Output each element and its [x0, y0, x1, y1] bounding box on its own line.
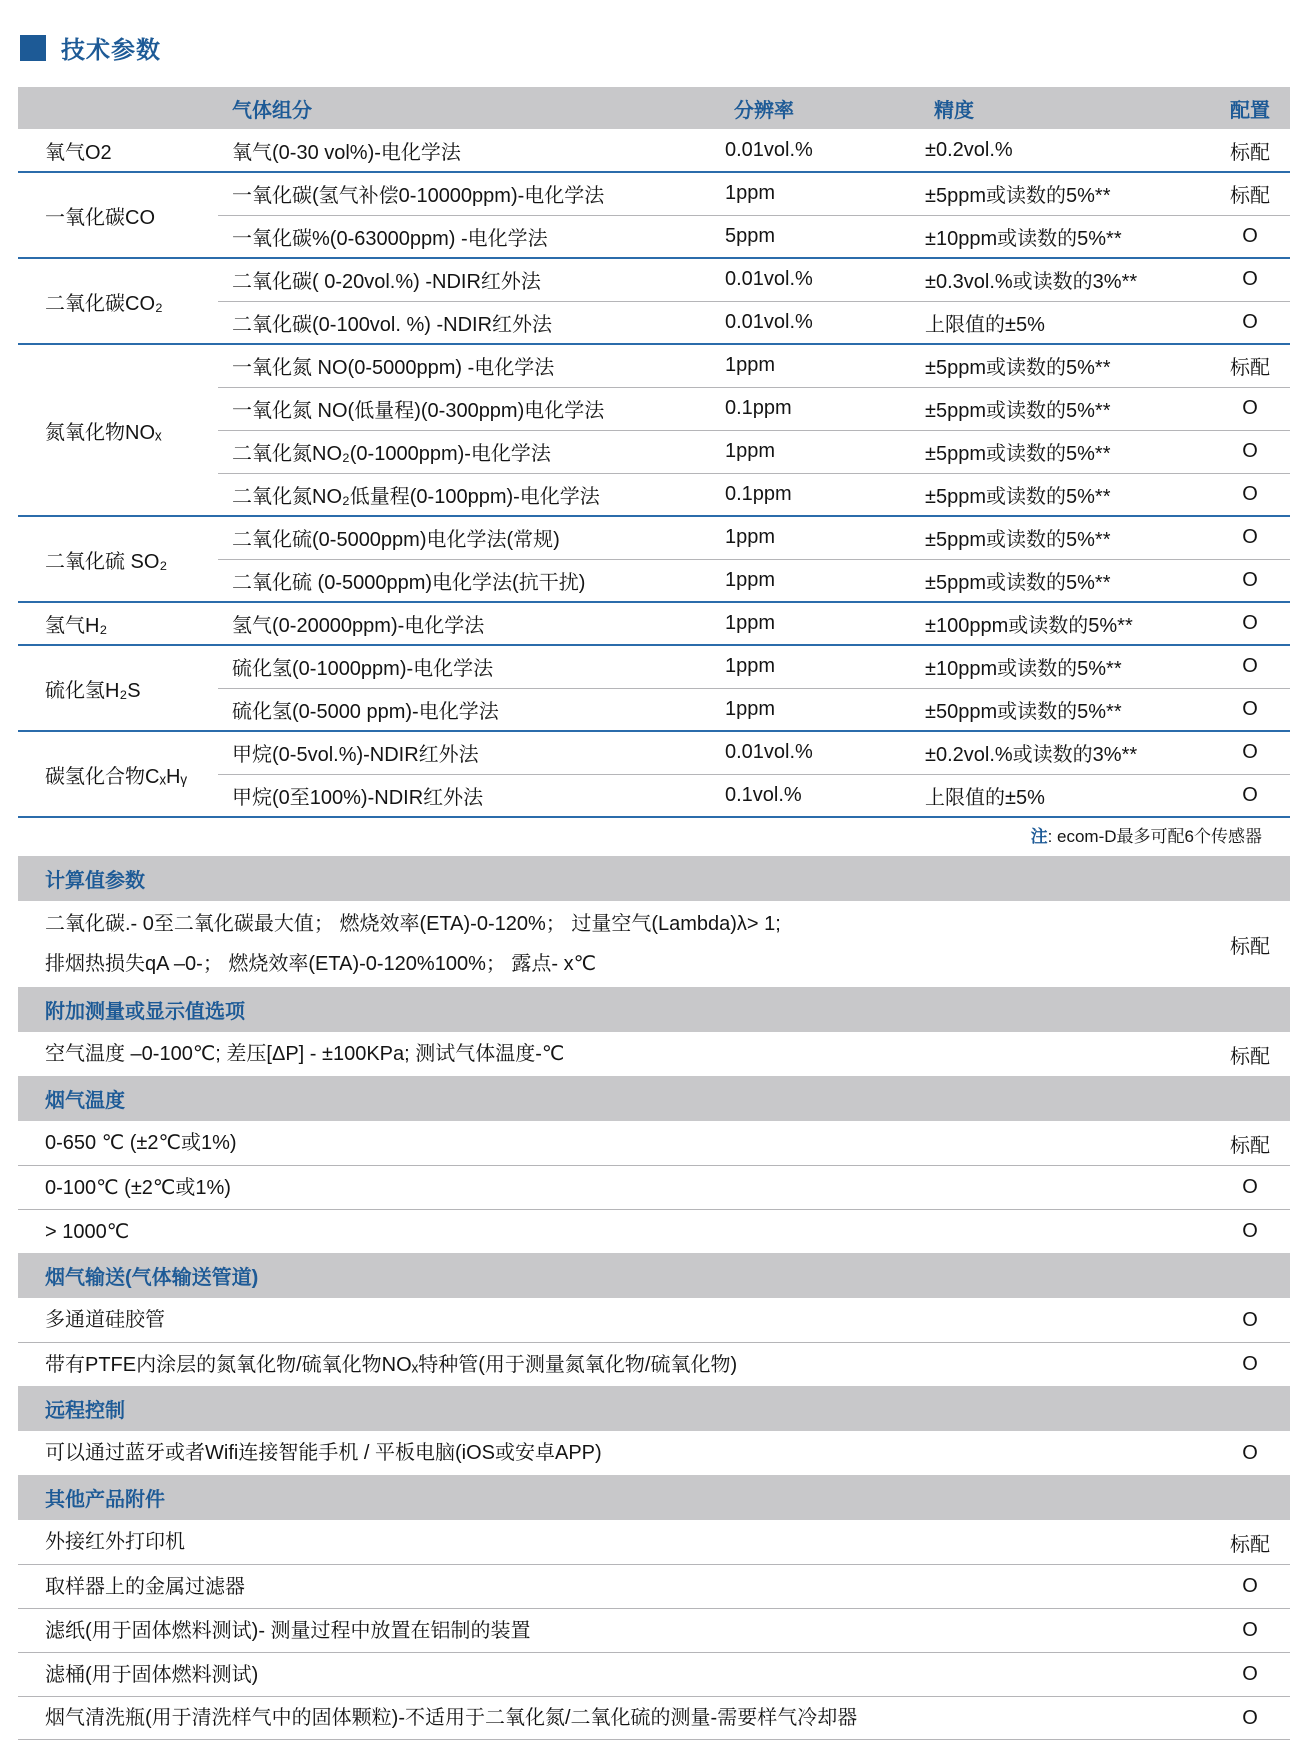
- config-cell: O: [1210, 215, 1290, 258]
- config-cell: O: [1210, 430, 1290, 473]
- config-cell: O: [1210, 301, 1290, 344]
- accuracy-cell: ±10ppm或读数的5%**: [920, 215, 1210, 258]
- gas-component-cell: 二氧化硫(0-5000ppm)电化学法(常规): [232, 529, 560, 552]
- accuracy-cell: 上限值的±5%: [920, 774, 1210, 817]
- section-title: 其他产品附件: [45, 1489, 165, 1511]
- resolution-cell: 0.01vol.%: [725, 138, 813, 161]
- spec-text: 滤桶(用于固体燃料测试): [45, 1663, 259, 1686]
- section-header-bar: [18, 1253, 1290, 1298]
- accuracy-cell: ±100ppm或读数的5%**: [925, 615, 1133, 637]
- accuracy-cell: ±5ppm或读数的5%**: [925, 185, 1111, 208]
- gas-category: 二氧化碳CO₂: [45, 292, 163, 315]
- gas-category: 氧气O2: [45, 141, 112, 164]
- header-category-empty: [18, 87, 218, 129]
- section-title: 烟气输送(气体输送管道): [45, 1267, 259, 1289]
- config-cell: O: [1242, 268, 1258, 291]
- resolution-cell: 1ppm: [720, 430, 920, 473]
- resolution-cell: 0.01vol.%: [725, 741, 813, 764]
- gas-group-co2: [18, 258, 1290, 344]
- gas-component-cell: 甲烷(0至100%)-NDIR红外法: [218, 774, 720, 817]
- gas-category: 氮氧化物NOₓ: [45, 421, 162, 444]
- accuracy-cell: ±10ppm或读数的5%**: [925, 658, 1122, 681]
- config-value: O: [1242, 1706, 1258, 1729]
- section-header-bar: [18, 1475, 1290, 1520]
- resolution-cell: 1ppm: [725, 526, 776, 549]
- resolution-cell: 0.01vol.%: [725, 268, 813, 291]
- gas-component-cell: 一氧化碳(氢气补偿0-10000ppm)-电化学法: [232, 185, 605, 208]
- gas-group-so2: [18, 516, 1290, 602]
- config-cell: 标配: [1230, 185, 1270, 208]
- section-header-bar: [18, 1386, 1290, 1431]
- config-value: 标配: [1230, 1045, 1270, 1068]
- section-title: 烟气温度: [45, 1090, 125, 1112]
- config-value: 标配: [1230, 1134, 1270, 1157]
- config-cell: O: [1242, 612, 1258, 634]
- config-cell: O: [1242, 655, 1258, 678]
- spec-text: 外接红外打印机: [45, 1531, 185, 1553]
- table-row: [18, 344, 1290, 387]
- accuracy-cell: ±0.3vol.%或读数的3%**: [925, 271, 1138, 294]
- spec-row: [18, 1121, 1290, 1165]
- spec-row: [18, 1209, 1290, 1253]
- config-cell: O: [1210, 473, 1290, 516]
- section-calculated-values: [18, 856, 1290, 987]
- table-header-row: [18, 87, 1290, 129]
- section-header-bar: [18, 987, 1290, 1032]
- gas-spec-table: [18, 87, 1290, 818]
- resolution-cell: 0.1ppm: [720, 473, 920, 516]
- spec-row: [18, 901, 1290, 987]
- table-row: [18, 602, 1290, 645]
- accuracy-cell: ±50ppm或读数的5%**: [920, 688, 1210, 731]
- config-cell: O: [1210, 688, 1290, 731]
- config-cell: O: [1210, 559, 1290, 602]
- config-value: O: [1242, 1441, 1258, 1464]
- resolution-cell: 5ppm: [720, 215, 920, 258]
- accuracy-cell: ±0.2vol.%: [925, 138, 1013, 161]
- note-label: 注: [1030, 827, 1048, 846]
- gas-category: 硫化氢H₂S: [45, 679, 141, 702]
- spec-row: [18, 1520, 1290, 1564]
- config-cell: O: [1242, 526, 1258, 549]
- spec-text: 0-650 ℃ (±2℃或1%): [45, 1132, 237, 1154]
- header-config: 配置: [1210, 87, 1290, 129]
- resolution-cell: 1ppm: [725, 354, 776, 377]
- gas-group-cxhy: [18, 731, 1290, 817]
- table-row: [18, 516, 1290, 559]
- config-cell: 标配: [1230, 357, 1270, 380]
- page-title-bar: [20, 0, 1290, 65]
- gas-group-h2s: [18, 645, 1290, 731]
- spec-text: 取样器上的金属过滤器: [45, 1575, 245, 1598]
- header-accuracy: 精度: [920, 87, 1210, 129]
- spec-text: 空气温度 –0-100℃; 差压[ΔP] - ±100KPa; 测试气体温度-℃: [45, 1043, 565, 1065]
- section-header-bar: [18, 856, 1290, 901]
- gas-component-cell: 二氧化氮NO₂(0-1000ppm)-电化学法: [218, 430, 720, 473]
- spec-row: [18, 1696, 1290, 1740]
- gas-component-cell: 一氧化碳%(0-63000ppm) -电化学法: [218, 215, 720, 258]
- config-value: 标配: [1230, 1533, 1270, 1556]
- config-value: O: [1242, 1220, 1258, 1242]
- section-gas-transport: [18, 1253, 1290, 1386]
- header-resolution: 分辨率: [720, 87, 920, 129]
- gas-component-cell: 二氧化碳( 0-20vol.%) -NDIR红外法: [232, 271, 541, 294]
- section-title: 附加测量或显示值选项: [45, 1001, 245, 1023]
- gas-component-cell: 氧气(0-30 vol%)-电化学法: [232, 141, 461, 164]
- title-square-icon: [20, 35, 46, 61]
- config-cell: O: [1242, 741, 1258, 764]
- config-value: 标配: [1230, 935, 1270, 958]
- section-header-bar: [18, 1076, 1290, 1121]
- resolution-cell: 1ppm: [720, 688, 920, 731]
- spec-text: 烟气清洗瓶(用于清洗样气中的固体颗粒)-不适用于二氧化氮/二氧化硫的测量-需要样气冷却器: [45, 1707, 858, 1729]
- spec-row: [18, 1564, 1290, 1608]
- accuracy-cell: ±5ppm或读数的5%**: [925, 529, 1111, 552]
- section-other-accessories: [18, 1475, 1290, 1740]
- spec-row: [18, 1342, 1290, 1386]
- table-row: [18, 731, 1290, 774]
- config-value: O: [1242, 1575, 1258, 1597]
- config-value: O: [1242, 1619, 1258, 1641]
- accuracy-cell: ±5ppm或读数的5%**: [925, 357, 1111, 380]
- accuracy-cell: ±5ppm或读数的5%**: [920, 473, 1210, 516]
- gas-component-cell: 硫化氢(0-5000 ppm)-电化学法: [218, 688, 720, 731]
- gas-group-o2: [18, 129, 1290, 172]
- header-gas-component: 气体组分: [218, 87, 720, 129]
- spec-row: [18, 1032, 1290, 1076]
- spec-row: [18, 1165, 1290, 1209]
- accuracy-cell: ±5ppm或读数的5%**: [920, 387, 1210, 430]
- table-row: [18, 129, 1290, 172]
- gas-component-cell: 二氧化碳(0-100vol. %) -NDIR红外法: [218, 301, 720, 344]
- config-cell: O: [1210, 774, 1290, 817]
- gas-component-cell: 二氧化氮NO₂低量程(0-100ppm)-电化学法: [218, 473, 720, 516]
- spec-text: 滤纸(用于固体燃料测试)- 测量过程中放置在铝制的装置: [45, 1619, 531, 1642]
- accuracy-cell: ±0.2vol.%或读数的3%**: [925, 744, 1138, 767]
- table-row: [18, 172, 1290, 215]
- gas-component-cell: 甲烷(0-5vol.%)-NDIR红外法: [232, 744, 479, 767]
- config-value: O: [1242, 1663, 1258, 1685]
- resolution-cell: 1ppm: [725, 612, 776, 634]
- spec-text: 0-100℃ (±2℃或1%): [45, 1176, 231, 1199]
- config-cell: O: [1210, 387, 1290, 430]
- section-title: 远程控制: [45, 1400, 125, 1422]
- section-title: 计算值参数: [45, 870, 145, 892]
- resolution-cell: 1ppm: [725, 655, 776, 678]
- gas-group-co: [18, 172, 1290, 258]
- spec-text: > 1000℃: [45, 1220, 130, 1243]
- gas-component-cell: 硫化氢(0-1000ppm)-电化学法: [232, 658, 494, 681]
- gas-component-cell: 一氧化氮 NO(低量程)(0-300ppm)电化学法: [218, 387, 720, 430]
- gas-component-cell: 氢气(0-20000ppm)-电化学法: [232, 615, 485, 637]
- page-title: 技术参数: [61, 37, 161, 64]
- section-flue-gas-temperature: [18, 1076, 1290, 1253]
- spec-text: 可以通过蓝牙或者Wifi连接智能手机 / 平板电脑(iOS或安卓APP): [45, 1442, 602, 1464]
- accuracy-cell: 上限值的±5%: [920, 301, 1210, 344]
- gas-component-cell: 一氧化氮 NO(0-5000ppm) -电化学法: [232, 357, 555, 380]
- config-cell: 标配: [1230, 141, 1270, 164]
- accuracy-cell: ±5ppm或读数的5%**: [920, 430, 1210, 473]
- table-row: [18, 258, 1290, 301]
- resolution-cell: 0.1vol.%: [720, 774, 920, 817]
- gas-component-cell: 二氧化硫 (0-5000ppm)电化学法(抗干扰): [218, 559, 720, 602]
- gas-category: 碳氢化合物CₓHᵧ: [45, 765, 187, 788]
- resolution-cell: 1ppm: [725, 182, 776, 205]
- gas-group-h2: [18, 602, 1290, 645]
- gas-category: 氢气H₂: [45, 615, 108, 637]
- spec-row: [18, 1652, 1290, 1696]
- gas-category: 一氧化碳CO: [45, 206, 155, 229]
- resolution-cell: 0.01vol.%: [720, 301, 920, 344]
- spec-text: 带有PTFE内涂层的氮氧化物/硫氧化物NOₓ特种管(用于测量氮氧化物/硫氧化物): [45, 1353, 738, 1376]
- spec-row: [18, 1608, 1290, 1652]
- resolution-cell: 0.1ppm: [720, 387, 920, 430]
- accuracy-cell: ±5ppm或读数的5%**: [920, 559, 1210, 602]
- section-additional-measurements: [18, 987, 1290, 1076]
- note-text: : ecom-D最多可配6个传感器: [1047, 827, 1262, 846]
- config-value: O: [1242, 1353, 1258, 1375]
- config-value: O: [1242, 1176, 1258, 1198]
- spec-row: [18, 1298, 1290, 1342]
- spec-row: [18, 1431, 1290, 1475]
- spec-text: 多通道硅胶管: [45, 1309, 165, 1331]
- gas-group-nox: [18, 344, 1290, 516]
- resolution-cell: 1ppm: [720, 559, 920, 602]
- table-row: [18, 645, 1290, 688]
- spec-text: 二氧化碳.- 0至二氧化碳最大值； 燃烧效率(ETA)-0-120%； 过量空气(Lambda)λ> 1; 排烟热损失qA –0-； 燃烧效率(ETA)-0-120%100%； 露点- x℃: [45, 913, 781, 975]
- section-remote-control: [18, 1386, 1290, 1475]
- gas-category: 二氧化硫 SO₂: [45, 550, 168, 573]
- config-value: O: [1242, 1308, 1258, 1331]
- sensor-count-note: [18, 818, 1290, 856]
